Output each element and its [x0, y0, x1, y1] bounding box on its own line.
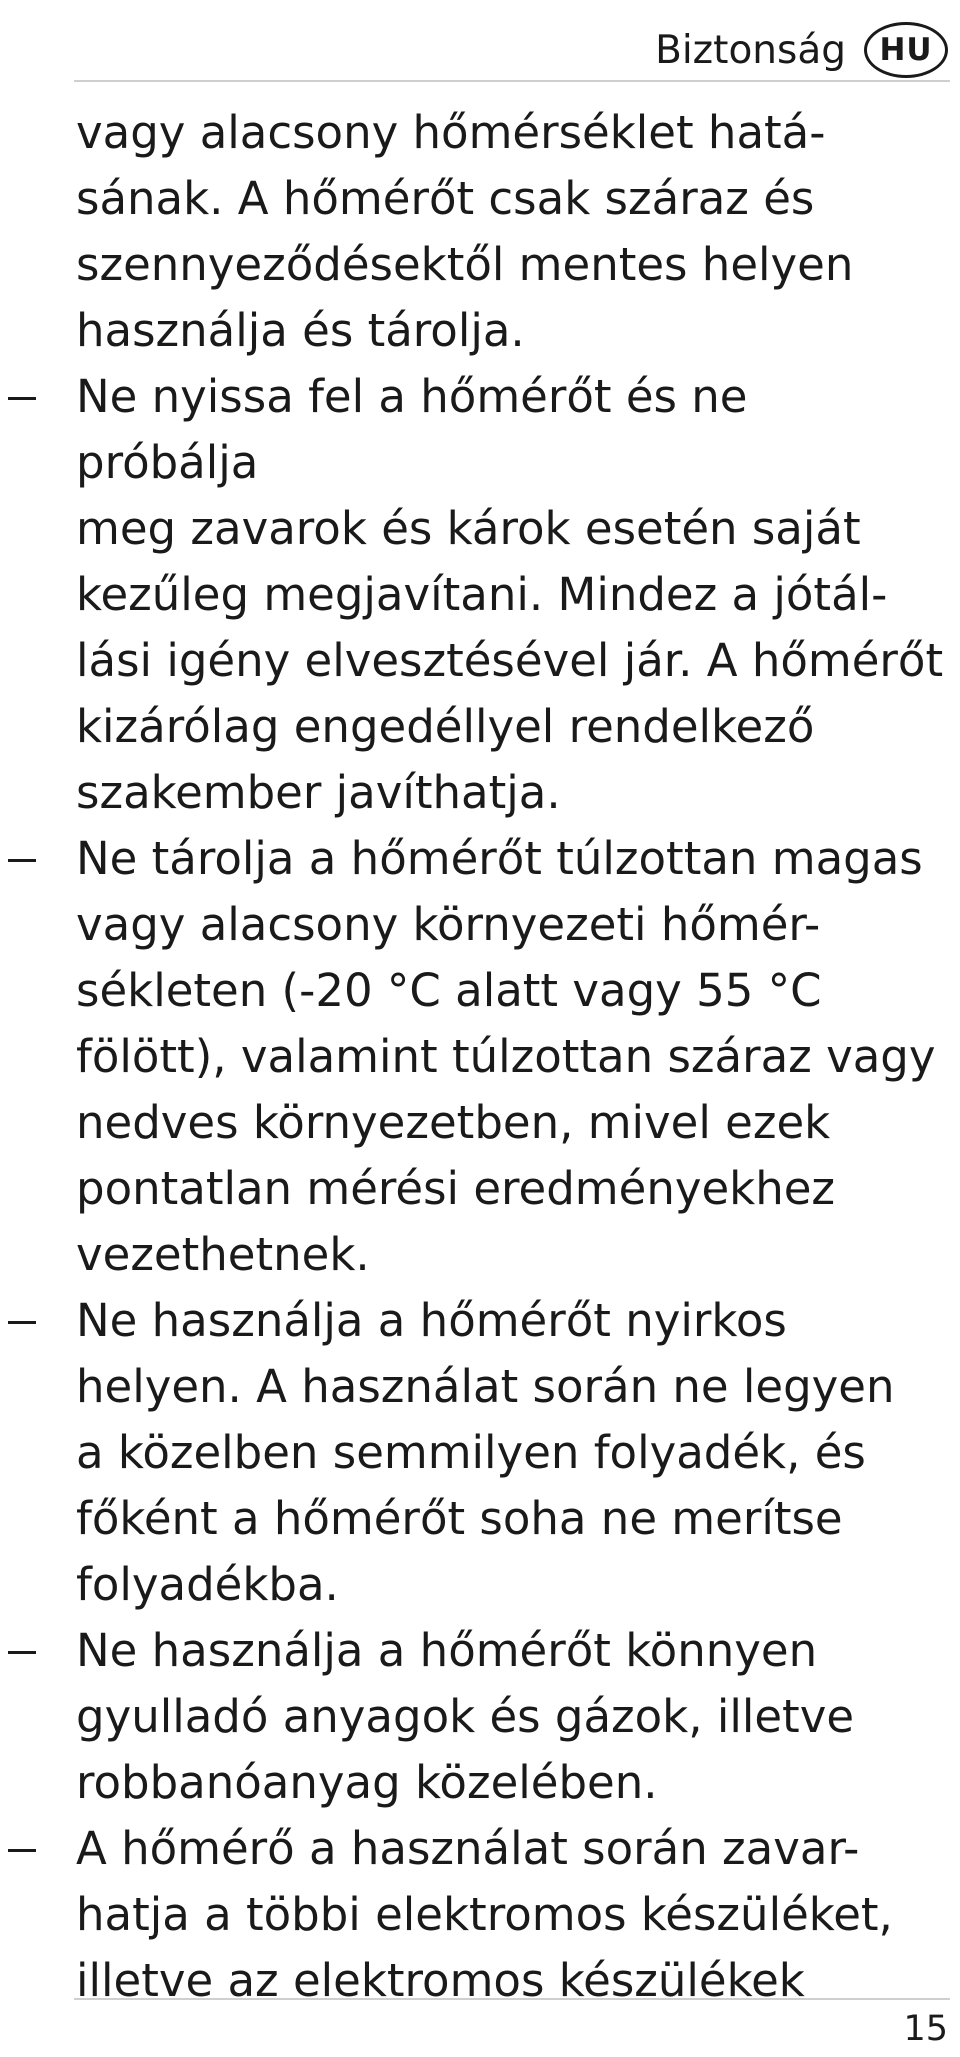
text-line: nedves környezetben, mivel ezek	[76, 1096, 831, 1149]
text-line: kizárólag engedéllyel rendelkező	[76, 700, 815, 753]
text-line: vezethetnek.	[76, 1228, 370, 1281]
dash-bullet	[8, 1321, 36, 1324]
header-divider	[74, 80, 950, 82]
text-line: meg zavarok és károk esetén saját	[76, 502, 861, 555]
page-number: 15	[903, 2009, 948, 2049]
list-item	[0, 1816, 960, 2014]
list-item	[0, 364, 960, 826]
dash-bullet	[8, 1651, 36, 1654]
intro-paragraph	[0, 100, 960, 364]
text-line: A hőmérő a használat során zavar-	[76, 1822, 860, 1875]
text-line: pontatlan mérési eredményekhez	[76, 1162, 836, 1215]
dash-bullet	[8, 397, 36, 400]
text-line: gyulladó anyagok és gázok, illetve	[76, 1690, 855, 1743]
text-line: Ne nyissa fel a hőmérőt és ne próbálja	[76, 370, 748, 489]
text-line: használja és tárolja.	[76, 304, 525, 357]
text-line: a közelben semmilyen folyadék, és	[76, 1426, 866, 1479]
text-line: kezűleg megjavítani. Mindez a jótál-	[76, 568, 888, 621]
section-title: Biztonság	[655, 27, 846, 73]
text-line: hatja a többi elektromos készüléket,	[76, 1888, 893, 1941]
dash-bullet	[8, 859, 36, 862]
text-line: lási igény elvesztésével jár. A hőmérőt	[76, 634, 944, 687]
text-line: főként a hőmérőt soha ne merítse	[76, 1492, 843, 1545]
text-line: helyen. A használat során ne legyen	[76, 1360, 895, 1413]
text-line: sékleten (-20 °C alatt vagy 55 °C	[76, 964, 822, 1017]
page-header	[655, 22, 948, 78]
text-line: vagy alacsony környezeti hőmér-	[76, 898, 821, 951]
text-line: szennyeződésektől mentes helyen	[76, 238, 854, 291]
dash-bullet	[8, 1849, 36, 1852]
language-badge: HU	[864, 22, 948, 78]
text-line: vagy alacsony hőmérséklet hatá-	[76, 106, 826, 159]
text-line: fölött), valamint túlzottan száraz vagy	[76, 1030, 936, 1083]
text-line: illetve az elektromos készülékek	[76, 1954, 805, 2007]
list-item	[0, 1288, 960, 1618]
text-line: szakember javíthatja.	[76, 766, 561, 819]
footer-divider	[74, 1998, 950, 2000]
text-line: sának. A hőmérőt csak száraz és	[76, 172, 815, 225]
text-line: Ne tárolja a hőmérőt túlzottan magas	[76, 832, 923, 885]
text-line: Ne használja a hőmérőt nyirkos	[76, 1294, 787, 1347]
text-line: folyadékba.	[76, 1558, 339, 1611]
text-line: robbanóanyag közelében.	[76, 1756, 658, 1809]
list-item	[0, 1618, 960, 1816]
safety-text	[0, 100, 960, 2014]
list-item	[0, 826, 960, 1288]
text-line: Ne használja a hőmérőt könnyen	[76, 1624, 818, 1677]
